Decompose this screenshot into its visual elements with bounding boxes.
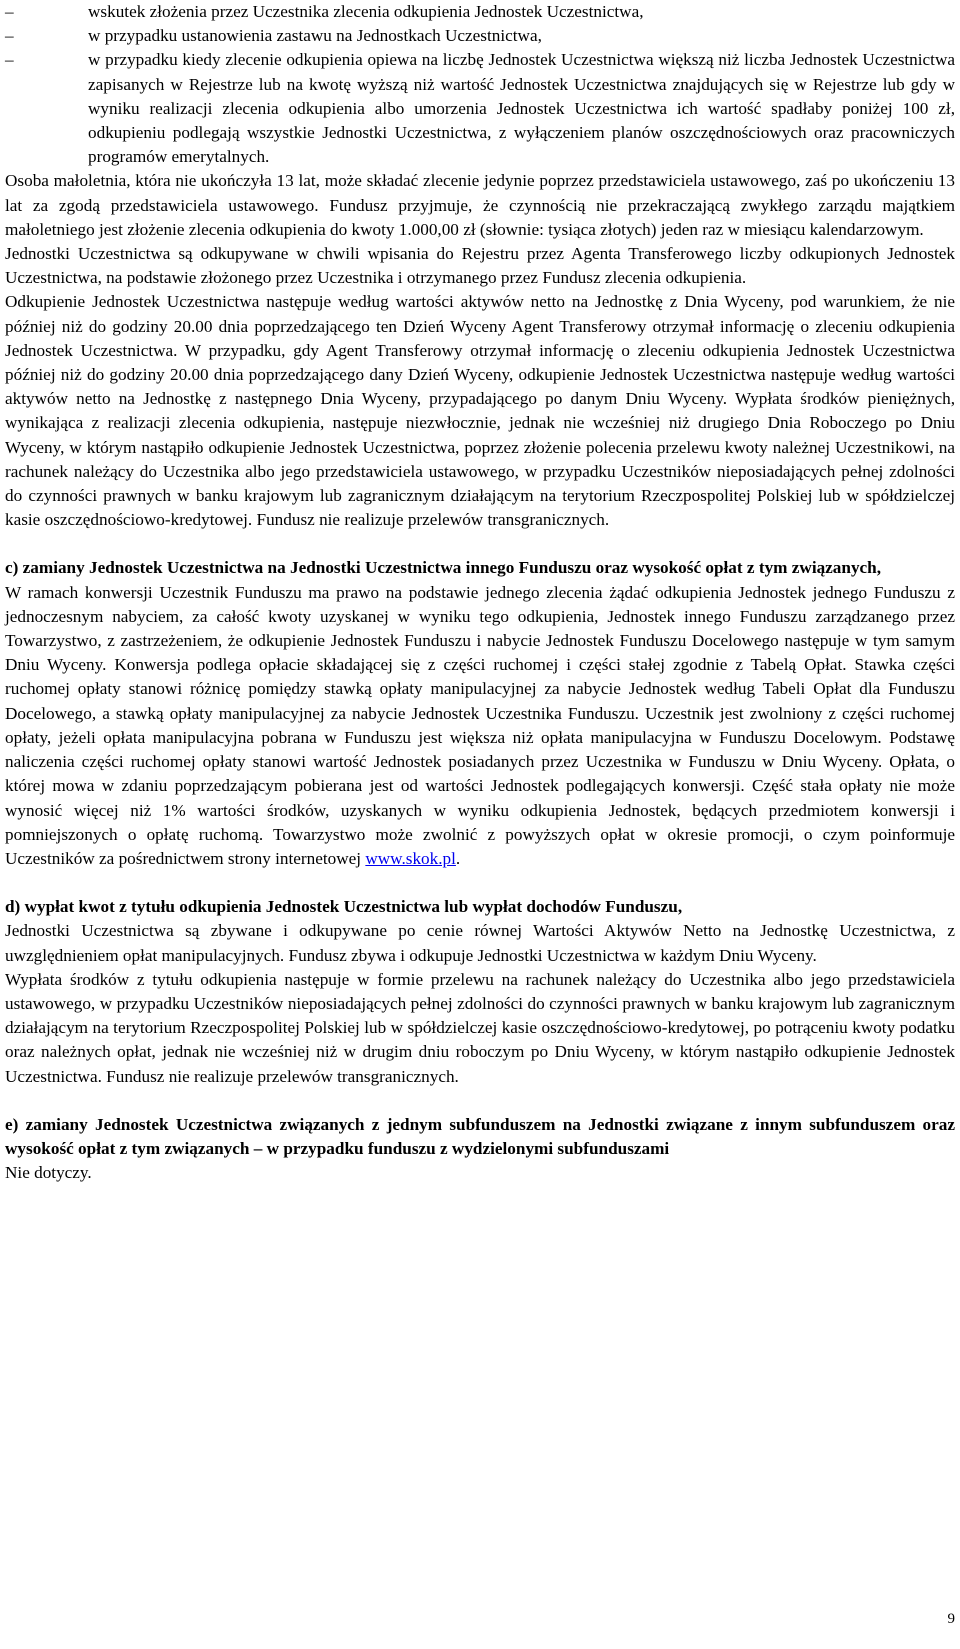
bullet-item: – w przypadku kiedy zlecenie odkupienia opiewa na liczbę Jednostek Uczestnictwa większą niż liczba Jednostek Uczestnictwa zapisanych w Rejestrze lub na kwotę wyższą niż wartość Jednostek Uczestnictwa znajdujących się w Rejestrze lub gdy w wyniku realizacji zlecenia odkupienia albo umorzenia Jednostek Uczestnictwa ich wartość spadłaby poniżej 100 zł, odkupieniu podlegają wszystkie Jednostki Uczestnictwa, z wyłączeniem planów oszczędnościowych oraz pracowniczych programów emerytalnych. xyxy=(5,50,955,167)
paragraph-minors: Osoba małoletnia, która nie ukończyła 13 lat, może składać zlecenie jedynie poprzez przedstawiciela ustawowego, zaś po ukończeniu 13 lat za zgodą przedstawiciela ustawowego. Fundusz przyjmuje, że czynnością nie przekraczającą zwykłego zarządu majątkiem małoletniego jest złożenie zlecenia odkupienia do kwoty 1.000,00 zł (słownie: tysiąca złotych) jeden raz w miesiącu kalendarzowym. xyxy=(5,171,955,239)
bullet-item: – wskutek złożenia przez Uczestnika zlecenia odkupienia Jednostek Uczestnictwa, xyxy=(5,0,955,24)
paragraph-redemption-valuation: Odkupienie Jednostek Uczestnictwa następuje według wartości aktywów netto na Jednostkę z Dnia Wyceny, pod warunkiem, że nie później niż do godziny 20.00 dnia poprzedzającego ten Dzień Wyceny Agent Transferowy otrzymał informację o zleceniu odkupienia Jednostek Uczestnictwa. W przypadku, gdy Agent Transferowy otrzymał informację o zleceniu odkupienia Jednostek Uczestnictwa później niż do godziny 20.00 dnia poprzedzającego dany Dzień Wyceny, odkupienie Jednostek Uczestnictwa następuje według wartości aktywów netto na Jednostkę z następnego Dnia Wyceny, przypadającego po danym Dniu Wyceny. Wypłata środków pieniężnych, wynikająca z realizacji zlecenia odkupienia, następuje niezwłocznie, jednak nie wcześniej niż drugiego Dnia Roboczego po Dniu Wyceny, w którym nastąpiło odkupienie Jednostek Uczestnictwa, poprzez złożenie polecenia przelewu kwoty należnej Uczestnikowi, na rachunek należący do Uczestnika albo jego przedstawiciela ustawowego, w przypadku Uczestników nieposiadających pełnej zdolności do czynności prawnych w banku krajowym lub zagranicznym działającym na terytorium Rzeczpospolitej Polskiej lub w spółdzielczej kasie oszczędnościowo-kredytowej. Fundusz nie realizuje przelewów transgranicznych. xyxy=(5,292,955,530)
website-link[interactable]: www.skok.pl xyxy=(365,848,456,868)
section-e-body: Nie dotyczy. xyxy=(5,1163,92,1183)
page-number: 9 xyxy=(947,1611,955,1627)
section-d-heading: d) wypłat kwot z tytułu odkupienia Jednostek Uczestnictwa lub wypłat dochodów Funduszu, xyxy=(5,897,683,917)
dash-bullet: – xyxy=(5,26,14,46)
section-c-heading: c) zamiany Jednostek Uczestnictwa na Jednostki Uczestnictwa innego Funduszu oraz wysokość opłat z tym związanych, xyxy=(5,558,882,578)
bullet-item: – w przypadku ustanowienia zastawu na Jednostkach Uczestnictwa, xyxy=(5,24,955,48)
paragraph-redemption-registry: Jednostki Uczestnictwa są odkupywane w chwili wpisania do Rejestru przez Agenta Transferowego liczby odkupionych Jednostek Uczestnictwa, na podstawie złożonego przez Uczestnika i otrzymanego przez Fundusz zlecenia odkupienia. xyxy=(5,244,955,288)
section-d-paragraph-price: Jednostki Uczestnictwa są zbywane i odkupywane po cenie równej Wartości Aktywów Netto na Jednostkę Uczestnictwa, z uwzględnieniem opłat manipulacyjnych. Fundusz zbywa i odkupuje Jednostki Uczestnictwa w każdym Dniu Wyceny. xyxy=(5,921,955,965)
section-d-paragraph-payout: Wypłata środków z tytułu odkupienia następuje w formie przelewu na rachunek należący do Uczestnika albo jego przedstawiciela ustawowego, w przypadku Uczestników nieposiadających pełnej zdolności do czynności prawnych w banku krajowym lub zagranicznym działającym na terytorium Rzeczpospolitej Polskiej lub w spółdzielczej kasie oszczędnościowo-kredytowej, po potrąceniu kwoty podatku oraz należnych opłat, jednak nie wcześniej niż w drugim dniu roboczym po Dniu Wyceny, w którym nastąpiło odkupienie Jednostek Uczestnictwa. Fundusz nie realizuje przelewów transgranicznych. xyxy=(5,969,955,1086)
bullet-list xyxy=(5,0,955,169)
document-page xyxy=(5,0,955,1185)
section-e-heading: e) zamiany Jednostek Uczestnictwa związanych z jednym subfunduszem na Jednostki związane z innym subfunduszem oraz wysokość opłat z tym związanych – w przypadku funduszu z wydzielonymi subfunduszami xyxy=(5,1114,955,1158)
section-c-body: W ramach konwersji Uczestnik Funduszu ma prawo na podstawie jednego zlecenia żądać odkupienia Jednostek jednego Funduszu z jednoczesnym nabyciem, za całość kwoty uzyskanej w wyniku tego odkupienia, Jednostek innego Funduszu zarządzanego przez Towarzystwo, z zastrzeżeniem, że odkupienie Jednostek Funduszu i nabycie Jednostek Funduszu Docelowego następuje w tym samym Dniu Wyceny. Konwersja podlega opłacie składającej się z części ruchomej i części stałej zgodnie z Tabelą Opłat. Stawka części ruchomej opłaty stanowi różnicę pomiędzy stawką opłaty manipulacyjnej za nabycie Jednostek według Tabeli Opłat dla Funduszu Docelowego, a stawką opłaty manipulacyjnej za nabycie Jednostek Uczestnika Funduszu. Uczestnik jest zwolniony z części ruchomej opłaty, jeżeli opłata manipulacyjna pobrana w Funduszu jest większa niż opłata manipulacyjna w Funduszu Docelowym. Podstawę naliczenia części ruchomej opłaty stanowi wartość Jednostek posiadanych przez Uczestnika w Funduszu w Dniu Wyceny. Opłata, o której mowa w zdaniu poprzedzającym pobierana jest od wartości Jednostek podlegających konwersji. Część stała opłaty nie może wynosić więcej niż 1% wartości środków, uzyskanych w wyniku odkupienia Jednostek, będących przedmiotem konwersji i pomniejszonych o opłatę ruchomą. Towarzystwo może zwolnić z powyższych opłat w okresie promocji, o czym poinformuje Uczestników za pośrednictwem strony internetowej www.skok.pl. xyxy=(5,582,955,868)
dash-bullet: – xyxy=(5,50,14,70)
dash-bullet: – xyxy=(5,2,14,21)
